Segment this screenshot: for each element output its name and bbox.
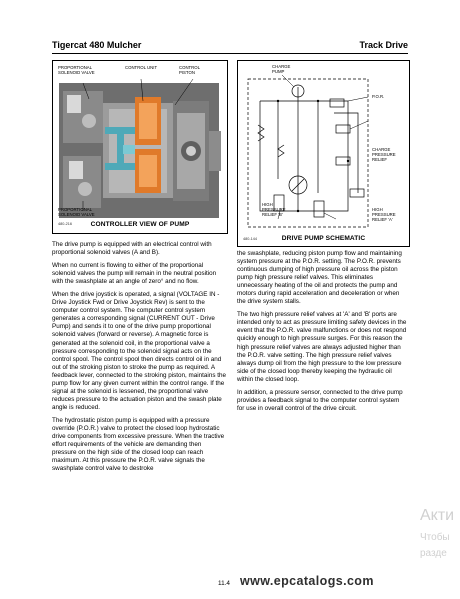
page-number: 11.4 (218, 580, 230, 587)
overlay-text: Акти (420, 507, 455, 524)
page-header (52, 40, 408, 54)
figure-code-right: 480-144 (243, 237, 257, 241)
paragraph: The drive pump is equipped with an electrical control with proportional solenoid valves (A and B). (52, 241, 212, 257)
label-charge-pump: CHARGE PUMP (272, 64, 291, 74)
figure-caption-right: DRIVE PUMP SCHEMATIC (281, 235, 366, 242)
section-title: Track Drive (359, 40, 408, 50)
header-rule (52, 53, 408, 54)
label-high-pressure-relief-b: HIGH PRESSURE RELIEF 'B' (262, 202, 286, 217)
paragraph: In addition, a pressure sensor, connected to the drive pump provides a feedback signal to the computer control system for use in overall control of the drive circuit. (237, 388, 403, 412)
label-control-piston: CONTROL PISTON (179, 65, 200, 75)
label-charge-pressure-relief: CHARGE PRESSURE RELIEF (372, 147, 396, 162)
paragraph: When the drive joystick is operated, a signal (VOLTAGE IN - Drive Joystick Fwd or Drive Joystick Rev) is sent to the computer control system. The computer control system generates a corresponding signal (CURRENT OUT - Drive Pump) and sends it to one of the drive pump proportional solenoid valves (forward or reverse). A magnetic force is generated at the solenoid coil, in the proportional valve a pressure corresponding to the solenoid signal acts on the control spool. The control spool then directs control oil in and out of the stroking piston to stroke the pump as required. A feedback lever, connected to the stroking piston, maintains the pump flow for any given current within the control range. If the signal at the solenoid is lessened, the proportional valve reduces pressure to the actuation piston and the swash plate angle is reduced. (52, 291, 226, 411)
overlay-text: Чтобы (420, 532, 450, 543)
label-proportional-solenoid-valve-bottom: PROPORTIONAL SOLENOID VALVE (58, 207, 95, 217)
watermark: www.epcatalogs.com (240, 574, 374, 588)
paragraph: the swashplate, reducing piston pump flow and maintaining system pressure at the P.O.R. setting. The P.O.R. prevents continuous dumping of high pressure oil across the piston pump high pressure relief valves. This eliminates unnecessary heating of the oil and protects the pump and motors during rapid acceleration and deceleration or when the drive system stalls. (237, 250, 402, 306)
paragraph: When no current is flowing to either of the proportional solenoid valves the pump will remain in the neutral position with the swashplate at an angle of zero° and no flow. (52, 262, 217, 286)
label-high-pressure-relief-a: HIGH PRESSURE RELIEF 'A' (372, 207, 396, 222)
body-column-left (52, 241, 226, 478)
figure-code-left: 480-216 (58, 222, 72, 226)
body-column-right (237, 250, 408, 418)
paragraph: The hydrostatic piston pump is equipped with a pressure override (P.O.R.) valve to protect the closed loop hydrostatic drive components from excessive pressure. When the tractive effort requirements of the vehicle are demanding then pressure on the high side of the closed loop can reach maximum. At this pressure the P.O.R. valve signals the swashplate control valve to destroke (52, 416, 225, 473)
figure-drive-pump-schematic (237, 60, 410, 247)
figure-caption-left: CONTROLLER VIEW OF PUMP (90, 221, 190, 228)
manual-title: Tigercat 480 Mulcher (52, 40, 142, 50)
label-proportional-solenoid-valve-top: PROPORTIONAL SOLENOID VALVE (58, 65, 95, 75)
overlay-text: разде (420, 548, 447, 559)
label-control-unit: CONTROL UNIT (125, 65, 158, 70)
label-por: P.O.R. (372, 94, 385, 99)
paragraph: The two high pressure relief valves at 'A' and 'B' ports are intended only to act as pressure limiting safety devices in the event that the P.O.R. valve malfunctions or does not respond quickly enough to high pressure surges. For this reason the high pressure relief valves are always adjusted higher than the P.O.R. valve setting. The high pressure relief valves always dump oil from the high pressure to the low pressure side of the closed loop thereby keeping the hydraulic oil within the closed loop. (237, 311, 407, 383)
figure-controller-view (52, 60, 228, 234)
